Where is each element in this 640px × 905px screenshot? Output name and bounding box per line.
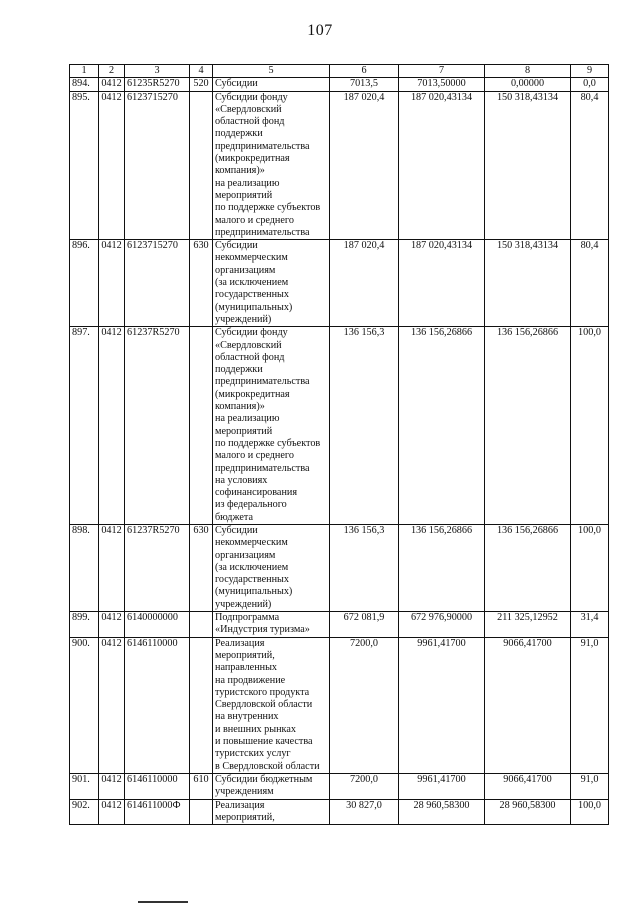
executed-amount: 0,00000	[485, 78, 571, 91]
execution-percent: 80,4	[571, 91, 609, 240]
executed-amount: 136 156,26866	[485, 524, 571, 611]
item-name: Субсидии фонду «Свердловский областной фонд поддержки предпринимательства (микрокредитная компания)» на реализацию мероприятий по поддержке субъектов малого и среднего предпринимательства на условиях софинансирования из федерального бюджета	[213, 327, 330, 525]
table-row	[70, 637, 609, 773]
section-code: 0412	[99, 773, 125, 799]
budget-list-amount: 672 976,90000	[399, 612, 485, 638]
budget-list-amount: 136 156,26866	[399, 327, 485, 525]
section-code: 0412	[99, 524, 125, 611]
section-code: 0412	[99, 799, 125, 825]
expense-type-code	[190, 799, 213, 825]
row-number: 897.	[70, 327, 99, 525]
executed-amount: 211 325,12952	[485, 612, 571, 638]
target-article-code: 61237R5270	[125, 327, 190, 525]
row-number: 899.	[70, 612, 99, 638]
row-number: 894.	[70, 78, 99, 91]
executed-amount: 136 156,26866	[485, 327, 571, 525]
expense-type-code: 630	[190, 524, 213, 611]
table-row	[70, 799, 609, 825]
section-code: 0412	[99, 240, 125, 327]
target-article-code: 61237R5270	[125, 524, 190, 611]
item-name: Субсидии	[213, 78, 330, 91]
target-article-code: 614611000Ф	[125, 799, 190, 825]
execution-percent: 91,0	[571, 773, 609, 799]
header-col-3: 3	[125, 65, 190, 78]
table-row	[70, 91, 609, 240]
expense-type-code: 610	[190, 773, 213, 799]
item-name: Подпрограмма «Индустрия туризма»	[213, 612, 330, 638]
table-row	[70, 612, 609, 638]
header-col-4: 4	[190, 65, 213, 78]
header-row	[70, 65, 609, 78]
header-col-8: 8	[485, 65, 571, 78]
table-row	[70, 524, 609, 611]
section-code: 0412	[99, 327, 125, 525]
section-code: 0412	[99, 78, 125, 91]
execution-percent: 31,4	[571, 612, 609, 638]
approved-amount: 7013,5	[330, 78, 399, 91]
row-number: 901.	[70, 773, 99, 799]
table-row	[70, 240, 609, 327]
header-col-1: 1	[70, 65, 99, 78]
item-name: Субсидии некоммерческим организациям (за исключением государственных (муниципальных) учреждений)	[213, 240, 330, 327]
table-header	[70, 65, 609, 78]
approved-amount: 187 020,4	[330, 91, 399, 240]
expense-type-code	[190, 637, 213, 773]
execution-percent: 80,4	[571, 240, 609, 327]
execution-percent: 100,0	[571, 524, 609, 611]
header-col-7: 7	[399, 65, 485, 78]
budget-list-amount: 187 020,43134	[399, 240, 485, 327]
expense-type-code: 520	[190, 78, 213, 91]
section-code: 0412	[99, 612, 125, 638]
row-number: 896.	[70, 240, 99, 327]
target-article-code: 6146110000	[125, 773, 190, 799]
executed-amount: 28 960,58300	[485, 799, 571, 825]
expense-type-code	[190, 612, 213, 638]
item-name: Субсидии бюджетным учреждениям	[213, 773, 330, 799]
budget-list-amount: 9961,41700	[399, 637, 485, 773]
header-col-9: 9	[571, 65, 609, 78]
approved-amount: 136 156,3	[330, 524, 399, 611]
approved-amount: 672 081,9	[330, 612, 399, 638]
approved-amount: 7200,0	[330, 637, 399, 773]
row-number: 895.	[70, 91, 99, 240]
executed-amount: 150 318,43134	[485, 91, 571, 240]
execution-percent: 100,0	[571, 327, 609, 525]
row-number: 898.	[70, 524, 99, 611]
budget-list-amount: 187 020,43134	[399, 91, 485, 240]
table-row	[70, 78, 609, 91]
target-article-code: 6123715270	[125, 240, 190, 327]
table-body	[70, 78, 609, 825]
table-row	[70, 773, 609, 799]
budget-list-amount: 7013,50000	[399, 78, 485, 91]
table-row	[70, 327, 609, 525]
header-col-2: 2	[99, 65, 125, 78]
expense-type-code	[190, 91, 213, 240]
section-code: 0412	[99, 91, 125, 240]
executed-amount: 150 318,43134	[485, 240, 571, 327]
target-article-code: 6140000000	[125, 612, 190, 638]
bottom-rule	[138, 901, 188, 903]
target-article-code: 6123715270	[125, 91, 190, 240]
target-article-code: 6146110000	[125, 637, 190, 773]
item-name: Субсидии некоммерческим организациям (за исключением государственных (муниципальных) учреждений)	[213, 524, 330, 611]
execution-percent: 100,0	[571, 799, 609, 825]
budget-list-amount: 136 156,26866	[399, 524, 485, 611]
approved-amount: 136 156,3	[330, 327, 399, 525]
budget-list-amount: 28 960,58300	[399, 799, 485, 825]
executed-amount: 9066,41700	[485, 637, 571, 773]
execution-percent: 0,0	[571, 78, 609, 91]
approved-amount: 187 020,4	[330, 240, 399, 327]
row-number: 900.	[70, 637, 99, 773]
expense-type-code	[190, 327, 213, 525]
budget-table	[69, 64, 609, 825]
approved-amount: 30 827,0	[330, 799, 399, 825]
budget-list-amount: 9961,41700	[399, 773, 485, 799]
execution-percent: 91,0	[571, 637, 609, 773]
header-col-5: 5	[213, 65, 330, 78]
section-code: 0412	[99, 637, 125, 773]
executed-amount: 9066,41700	[485, 773, 571, 799]
target-article-code: 61235R5270	[125, 78, 190, 91]
page-number: 107	[307, 22, 333, 39]
row-number: 902.	[70, 799, 99, 825]
item-name: Субсидии фонду «Свердловский областной фонд поддержки предпринимательства (микрокредитная компания)» на реализацию мероприятий по поддержке субъектов малого и среднего предпринимательства	[213, 91, 330, 240]
expense-type-code: 630	[190, 240, 213, 327]
header-col-6: 6	[330, 65, 399, 78]
item-name: Реализация мероприятий, направленных на продвижение туристского продукта Свердловской области на внутренних и внешних рынках и повышение качества туристских услуг в Свердловской области	[213, 637, 330, 773]
approved-amount: 7200,0	[330, 773, 399, 799]
item-name: Реализация мероприятий,	[213, 799, 330, 825]
